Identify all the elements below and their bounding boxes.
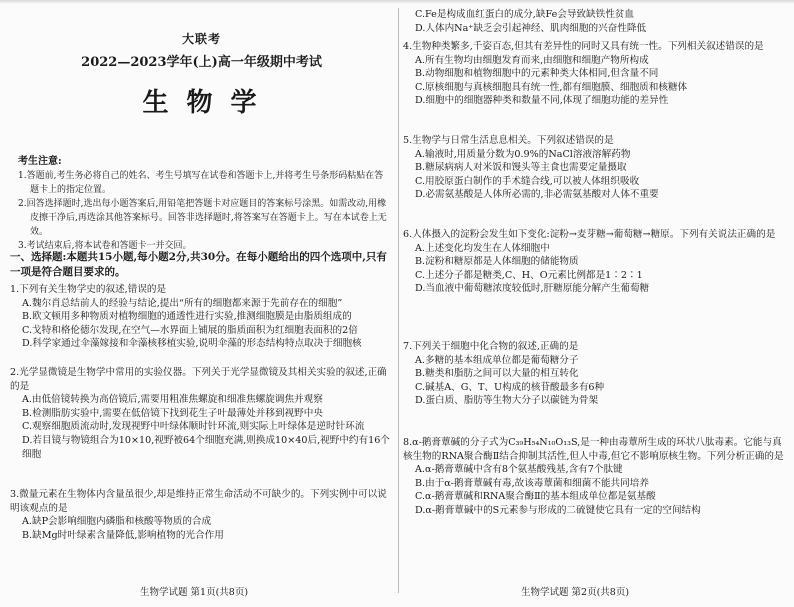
option-b: B.欧文顿用多种物质对植物细胞的通透性进行实验,推测细胞膜是由脂质组成的 [22, 311, 352, 323]
option-a: A.上述变化均发生在人体细胞中 [415, 242, 550, 254]
page-footer: 生物学试题 第1页(共8页) [140, 587, 249, 598]
question-3 [10, 488, 393, 542]
option-c: C.Fe是构成血红蛋白的成分,缺Fe会导致缺铁性贫血 [415, 9, 634, 20]
question-4 [403, 40, 787, 108]
question-stem: 8.α-鹅膏蕈碱的分子式为C₃₉H₅₄N₁₀O₁₃S,是一种由毒蕈所生成的环状八肽毒素。它能与真核生物的RNA聚合酶Ⅱ结合抑制其活性,但人中毒,但它不影响原核生物。下列分析正确的是 [403, 437, 784, 462]
option-b: B.由于α-鹅膏蕈碱有毒,故该毒蕈菌和细菌不能共同培养 [415, 477, 649, 489]
option-c: C.用胶原蛋白制作的手术缝合线,可以被人体组织吸收 [415, 175, 640, 187]
option-b: B.缺Mg时叶绿素含量降低,影响植物的光合作用 [22, 529, 224, 541]
option-c: C.戈特和格伦德尔发现,在空气—水界面上铺展的脂质面积为红细胞表面积的2倍 [22, 324, 358, 336]
option-a: A.魏尔肖总结前人的经验与结论,提出“所有的细胞都来源于先前存在的细胞” [22, 297, 343, 309]
option-c: C.α-鹅膏蕈碱和RNA聚合酶Ⅱ的基本组成单位都是氨基酸 [415, 491, 656, 503]
subject-title: 生物学 [142, 88, 275, 118]
option-b: B.检测脂肪实验中,需要在低倍镜下找到花生子叶最薄处并移到视野中央 [22, 407, 323, 419]
option-a: A.由低倍镜转换为高倍镜后,需要用粗准焦螺旋和细准焦螺旋调焦并观察 [22, 394, 323, 406]
option-d: D.α-鹅膏蕈碱中的S元素参与形成的二硫键使它具有一定的空间结构 [415, 504, 701, 516]
exam-notes [18, 155, 388, 253]
notes-title: 考生注意: [18, 156, 62, 167]
option-d: D.蛋白质、脂肪等生物大分子以碳链为骨架 [415, 395, 599, 407]
option-d: D.若目镜与物镜组合为10×10,视野被64个细胞充满,则换成10×40后,视野中约有16个细胞 [22, 434, 390, 460]
question-6 [403, 228, 787, 296]
note-item: 1.答题前,考生务必将自己的姓名、考生号填写在试卷和答题卡上,并将考生号条形码粘贴在答题卡上的指定位置。 [18, 171, 384, 195]
option-c: C.上述分子都是糖类,C、H、O元素比例都是1∶2∶1 [415, 269, 643, 281]
option-a: A.α-鹅膏蕈碱中含有8个氨基酸残基,含有7个肽键 [415, 464, 623, 476]
option-b: B.淀粉和糖原都是人体细胞的储能物质 [415, 256, 579, 268]
note-item: 2.回答选择题时,选出每小题答案后,用铅笔把答题卡对应题目的答案标号涂黑。如需改动,用橡皮擦干净后,再选涂其他答案标号。回答非选择题时,将答案写在答题卡上。写在本试卷上无效。 [18, 199, 387, 237]
option-d: D.细胞中的细胞器种类和数量不同,体现了细胞功能的差异性 [415, 95, 669, 107]
page-footer: 生物学试题 第2页(共8页) [521, 587, 630, 598]
option-b: B.糖类和脂肪之间可以大量的相互转化 [415, 368, 579, 380]
right-column [403, 0, 787, 607]
question-stem: 2.光学显微镜是生物学中常用的实验仪器。下列关于光学显微镜及其相关实验的叙述,正确的是 [10, 367, 387, 392]
column-divider [398, 8, 399, 593]
exam-org: 大联考 [181, 32, 221, 46]
question-stem: 7.下列关于细胞中化合物的叙述,正确的是 [403, 341, 579, 352]
option-c: C.碱基A、G、T、U构成的核苷酸最多有6种 [415, 381, 605, 393]
question-7 [403, 340, 787, 408]
left-column [10, 0, 393, 607]
option-a: A.输液时,用质量分数为0.9%的NaCl溶液溶解药物 [415, 148, 631, 160]
question-stem: 4.生物种类繁多,千姿百态,但其有差异性的同时又具有统一性。下列相关叙述错误的是 [403, 41, 764, 52]
option-b: B.动物细胞和植物细胞中的元素种类大体相同,但含量不同 [415, 68, 659, 80]
question-stem: 6.人体摄入的淀粉会发生如下变化:淀粉→麦芽糖→葡萄糖→糖原。下列有关说法正确的是 [403, 229, 776, 240]
question-1 [10, 283, 393, 351]
question-2 [10, 366, 393, 461]
option-c: C.原核细胞与真核细胞具有统一性,都有细胞膜、细胞质和核糖体 [415, 81, 688, 93]
exam-title: 2022—2023学年(上)高一年级期中考试 [81, 55, 322, 70]
question-stem: 3.微量元素在生物体内含量虽很少,却是维持正常生命活动不可缺少的。下列实例中可以说明该观点的是 [10, 489, 387, 514]
exam-header [10, 30, 393, 119]
option-d: D.当血液中葡萄糖浓度较低时,肝糖原能分解产生葡萄糖 [415, 283, 650, 295]
question-stem: 5.生物学与日常生活息息相关。下列叙述错误的是 [403, 135, 614, 146]
option-a: A.多糖的基本组成单位都是葡萄糖分子 [415, 354, 579, 366]
option-a: A.缺P会影响细胞内磷脂和核酸等物质的合成 [22, 516, 212, 528]
section-heading: 一、选择题:本题共15小题,每小题2分,共30分。在每小题给出的四个选项中,只有一项是符合题目要求的。 [10, 251, 387, 278]
option-c: C.观察细胞质流动时,发现视野中叶绿体顺时针环流,则实际上叶绿体是逆时针环流 [22, 421, 365, 433]
option-b: B.糖尿病病人对米饭和馒头等主食也需要定量摄取 [415, 162, 627, 174]
option-d: D.科学家通过伞藻嫁接和伞藻核移植实验,说明伞藻的形态结构特点取决于细胞核 [22, 338, 362, 350]
question-8 [403, 436, 787, 518]
question-5 [403, 134, 787, 202]
option-d: D.人体内Na⁺缺乏会引起神经、肌肉细胞的兴奋性降低 [415, 22, 647, 34]
note-item: 3.考试结束后,将本试卷和答题卡一并交回。 [18, 241, 192, 251]
option-a: A.所有生物均由细胞发育而来,由细胞和细胞产物所构成 [415, 54, 649, 66]
question-stem: 1.下列有关生物学史的叙述,错误的是 [10, 284, 167, 295]
option-d: D.必需氨基酸是人体所必需的,非必需氨基酸对人体不重要 [415, 189, 659, 201]
question-3-continued [403, 8, 787, 35]
